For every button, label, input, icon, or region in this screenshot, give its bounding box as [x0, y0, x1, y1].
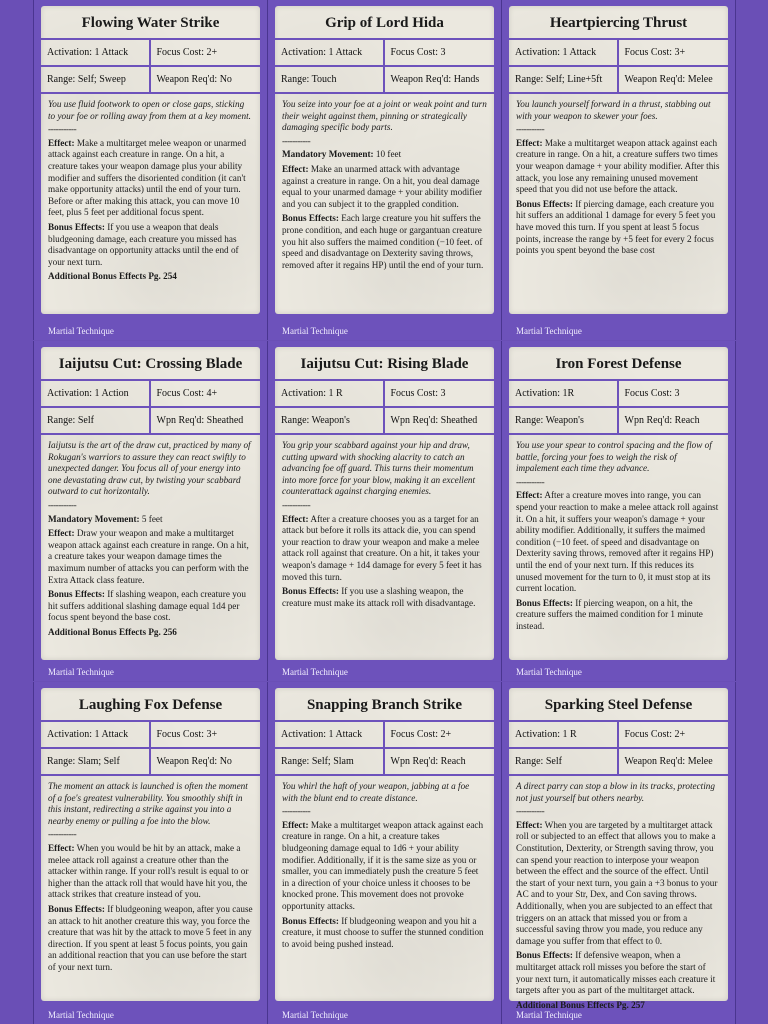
- card-footer: Martial Technique: [516, 326, 582, 336]
- range-cell: Range: Slam; Self: [41, 749, 151, 776]
- effect-value: When you would be hit by an attack, make a melee attack roll against a creature other than the attacker within range. If your roll's result is equal to or higher than the attack roll that would have hit you, the attack strikes that creature instead of you.: [48, 842, 249, 900]
- bonus-value: If piercing damage, each creature you hit suffers an additional 1 damage for every 5 feet you have moved this turn. If you spent at least 5 focus points, increase the range by +5 feet for every 2 focus points you spent beyond the base cost: [516, 198, 716, 256]
- card-paper: [275, 6, 494, 314]
- focus-cost-cell: Focus Cost: 3: [385, 381, 495, 408]
- technique-card: [267, 682, 502, 1024]
- focus-cost-cell: Focus Cost: 2+: [151, 40, 261, 67]
- technique-card: [33, 0, 268, 340]
- effect-value: When you are targeted by a multitarget attack roll or subjected to an effect that allows you to make a Constitution, Dexterity, or Strength saving throw, you can spend your reaction to interpose your weapon between the effect and the source of the effect. Until the start of your next turn, you gain a +3 bonus to your AC and to your Str, Dex, and Con saving throws. Additionally, when you are subjected to an effect that triggers on an attack that missed you or from a successful saving throw you made, you reduce any damage you suffer from that effect to 0.: [516, 819, 718, 946]
- card-footer: Martial Technique: [48, 667, 114, 677]
- effect-value: Make a multitarget weapon attack against each creature in range. On a hit, a creature takes bludgeoning damage equal to 1d6 + your ability modifier. Additionally, if it is the same size as you or smaller, you can immediately push the creature 5 feet in a direction of your choice unless it chooses to be knocked prone. This movement does not provoke opportunity attacks.: [282, 819, 484, 911]
- bonus-label: Bonus Effects:: [282, 213, 339, 224]
- range-cell: Range: Touch: [275, 67, 385, 94]
- bonus-value: Each large creature you hit suffers the prone condition, and each huge or gargantuan creature you hit also suffers the maimed condition (−10 feet. of speed and disadvantage on Dexterity saving throws, removed after it regains HP) until the end of your turn.: [282, 213, 484, 270]
- flavor-text: A direct parry can stop a blow in its tracks, protecting not just yourself but others nearby.: [516, 781, 715, 803]
- range-cell: Range: Self; Sweep: [41, 67, 151, 94]
- card-stats: [275, 720, 494, 776]
- bonus-effects-text: [282, 213, 487, 271]
- bonus-effects-text: [282, 916, 487, 951]
- flavor-text: Iaijutsu is the art of the draw cut, practiced by many of Rokugan's warriors to assure they can react swiftly to unexpected danger. You focus all of your energy into one devastating draw cut, by twisting your scabbard outward to cut horizontally.: [48, 440, 251, 497]
- activation-cell: Activation: 1 Attack: [41, 40, 151, 67]
- flavor-text: You use fluid footwork to open or close gaps, sticking to your foe or rolling away from them at a key moment.: [48, 99, 251, 121]
- card-body: [41, 776, 260, 981]
- card-paper: [275, 347, 494, 660]
- range-cell: Range: Self; Line+5ft: [509, 67, 619, 94]
- bonus-effects-text: [516, 598, 721, 633]
- technique-card: [33, 341, 268, 681]
- bonus-effects-text: [282, 586, 487, 609]
- flavor-text: You grip your scabbard against your hip and draw, cutting upward with shocking alacrity to catch an advancing foe off guard. This turns their momentum into more force for your blow, making it an excellent counterattack against charging enemies.: [282, 440, 476, 497]
- focus-cost-cell: Focus Cost: 2+: [619, 722, 729, 749]
- separator: -----------: [48, 499, 77, 510]
- card-stats: [41, 720, 260, 776]
- bonus-label: Bonus Effects:: [48, 589, 105, 600]
- bonus-label: Bonus Effects:: [282, 586, 339, 597]
- card-paper: [41, 347, 260, 660]
- bonus-effects-text: [516, 950, 721, 996]
- card-paper: [509, 6, 728, 314]
- card-paper: [509, 347, 728, 660]
- technique-card: [501, 682, 736, 1024]
- effect-label: Effect:: [516, 490, 543, 501]
- card-stats: [509, 720, 728, 776]
- separator: -----------: [48, 124, 77, 135]
- activation-cell: Activation: 1 R: [509, 722, 619, 749]
- weapon-req-cell: Wpn Req'd: Sheathed: [385, 408, 495, 435]
- effect-value: Make an unarmed attack with advantage against a creature in range. On a hit, you deal damage equal to your unarmed damage + your ability modifier and you can subject it to the grappled condition.: [282, 163, 483, 209]
- card-title: Sparking Steel Defense: [544, 697, 693, 713]
- mandatory-label: Mandatory Movement:: [48, 513, 140, 524]
- card-body: [509, 776, 728, 1018]
- card-body: [41, 435, 260, 646]
- focus-cost-cell: Focus Cost: 3+: [619, 40, 729, 67]
- separator: -----------: [516, 124, 545, 135]
- effect-label: Effect:: [282, 513, 309, 524]
- separator: -----------: [516, 806, 545, 817]
- effect-text: [48, 528, 253, 586]
- effect-value: Make a multitarget melee weapon or unarmed attack against each creature in range. On a hit, a creature takes your weapon damage plus your ability modifier and suffers the disoriented condition (it can't make opportunity attacks) until the end of your turn. Before or after making this attack, you can move 10 feet, plus 5 feet per additional focus spent.: [48, 137, 247, 218]
- effect-text: [516, 490, 721, 594]
- technique-card: [33, 682, 268, 1024]
- card-paper: [275, 688, 494, 1001]
- bonus-reference: Additional Bonus Effects Pg. 254: [48, 271, 177, 282]
- bonus-value: If piercing weapon, on a hit, the creature suffers the maimed condition for 1 minute instead.: [516, 597, 703, 631]
- bonus-value: If you use a slashing weapon, the creature must make its attack roll with disadvantage.: [282, 586, 476, 608]
- range-cell: Range: Self; Slam: [275, 749, 385, 776]
- bonus-label: Bonus Effects:: [48, 221, 105, 232]
- card-body: [275, 776, 494, 957]
- activation-cell: Activation: 1 Attack: [41, 722, 151, 749]
- weapon-req-cell: Wpn Req'd: Reach: [619, 408, 729, 435]
- separator: -----------: [282, 499, 311, 510]
- card-title: Laughing Fox Defense: [78, 697, 223, 713]
- card-title: Iron Forest Defense: [555, 356, 682, 372]
- effect-text: [282, 164, 487, 210]
- effect-value: Make a multitarget weapon attack against each creature in range. On a hit, a creature suffers two times your weapon damage + your ability modifier. After this attack, you lose any remaining unused movement speed that you did not use before the attack.: [516, 137, 720, 195]
- weapon-req-cell: Wpn Req'd: Reach: [385, 749, 495, 776]
- effect-label: Effect:: [48, 137, 75, 148]
- separator: -----------: [282, 135, 311, 146]
- bonus-label: Bonus Effects:: [48, 903, 105, 914]
- effect-label: Effect:: [48, 528, 75, 539]
- technique-card: [501, 0, 736, 340]
- mandatory-movement: [48, 514, 253, 526]
- flavor-text: You launch yourself forward in a thrust, stabbing out with your weapon to skewer your foes.: [516, 99, 711, 121]
- card-body: [509, 435, 728, 640]
- effect-text: [282, 514, 487, 584]
- effect-value: After a creature moves into range, you can spend your reaction to make a melee attack roll against it. On a hit, it suffers your weapon's damage + your ability modifier. Additionally, it suffers the maimed condition (−10 feet. of speed and disadvantage on Dexterity saving throws, removed after it regains HP) until the end of your next turn. If this reduces its unused movement for the turn to 0, it must stop at its current location.: [516, 490, 719, 594]
- effect-label: Effect:: [516, 819, 543, 830]
- weapon-req-cell: Weapon Req'd: Melee: [619, 67, 729, 94]
- weapon-req-cell: Weapon Req'd: Hands: [385, 67, 495, 94]
- effect-text: [48, 138, 253, 219]
- activation-cell: Activation: 1R: [509, 381, 619, 408]
- card-body: [275, 435, 494, 616]
- flavor-text: You whirl the haft of your weapon, jabbing at a foe with the blunt end to create distance.: [282, 781, 470, 803]
- card-stats: [509, 38, 728, 94]
- card-body: [41, 94, 260, 290]
- mandatory-movement: [282, 149, 487, 161]
- range-cell: Range: Weapon's: [509, 408, 619, 435]
- bonus-effects-text: [516, 199, 721, 257]
- mandatory-value: 10 feet: [375, 149, 402, 160]
- effect-text: [48, 843, 253, 901]
- weapon-req-cell: Weapon Req'd: No: [151, 67, 261, 94]
- bonus-label: Bonus Effects:: [516, 198, 573, 209]
- card-footer: Martial Technique: [516, 667, 582, 677]
- card-footer: Martial Technique: [282, 1010, 348, 1020]
- range-cell: Range: Self: [509, 749, 619, 776]
- card-title: Snapping Branch Strike: [306, 697, 463, 713]
- bonus-effects-text: [48, 589, 253, 624]
- card-footer: Martial Technique: [282, 667, 348, 677]
- card-stats: [275, 379, 494, 435]
- bonus-reference: Additional Bonus Effects Pg. 257: [516, 999, 645, 1010]
- bonus-label: Bonus Effects:: [282, 915, 339, 926]
- activation-cell: Activation: 1 R: [275, 381, 385, 408]
- card-paper: [509, 688, 728, 1010]
- focus-cost-cell: Focus Cost: 3: [619, 381, 729, 408]
- card-title: Heartpiercing Thrust: [549, 15, 688, 31]
- bonus-value: If bludgeoning weapon, after you cause an attack to hit another creature this way, you force the creature that was hit by the attack to move 5 feet in any direction. If you spent at least 5 focus points, you gain an additional reaction that you can use before the start of your next turn.: [48, 903, 253, 972]
- bonus-value: If slashing weapon, each creature you hit suffers additional slashing damage equal 1d4 per focus spent beyond the base cost.: [48, 589, 246, 623]
- focus-cost-cell: Focus Cost: 4+: [151, 381, 261, 408]
- separator: -----------: [48, 829, 77, 840]
- mandatory-value: 5 feet: [141, 513, 163, 524]
- bonus-value: If you use a weapon that deals bludgeoning damage, each creature you missed has disadvantage on opportunity attacks until the end of your next turn.: [48, 221, 239, 267]
- card-stats: [275, 38, 494, 94]
- card-stats: [509, 379, 728, 435]
- card-stats: [41, 379, 260, 435]
- focus-cost-cell: Focus Cost: 3+: [151, 722, 261, 749]
- card-body: [275, 94, 494, 278]
- effect-value: Draw your weapon and make a multitarget weapon attack against each creature in range. On a hit, a creature takes your weapon damage times the maximum number of attacks you can perform with the Extra Attack class feature.: [48, 528, 249, 585]
- activation-cell: Activation: 1 Action: [41, 381, 151, 408]
- range-cell: Range: Self: [41, 408, 151, 435]
- flavor-text: You seize into your foe at a joint or weak point and turn their weight against them, pinning or strategically damaging specific body parts.: [282, 99, 487, 133]
- separator: -----------: [516, 476, 545, 487]
- activation-cell: Activation: 1 Attack: [275, 722, 385, 749]
- flavor-text: You use your spear to control spacing and the flow of battle, forcing your foes to weigh the risk of impalement each time they advance.: [516, 440, 712, 474]
- technique-card: [267, 0, 502, 340]
- card-title: Iaijutsu Cut: Rising Blade: [300, 356, 469, 372]
- technique-card: [501, 341, 736, 681]
- flavor-text: The moment an attack is launched is often the moment of a foe's greatest vulnerability. You smoothly shift in this instant, redirecting a strike against you into a nearby enemy or pulling a foe into the blow.: [48, 781, 248, 826]
- card-footer: Martial Technique: [48, 326, 114, 336]
- focus-cost-cell: Focus Cost: 2+: [385, 722, 495, 749]
- card-footer: Martial Technique: [516, 1010, 582, 1020]
- weapon-req-cell: Wpn Req'd: Sheathed: [151, 408, 261, 435]
- bonus-effects-text: [48, 222, 253, 268]
- effect-label: Effect:: [282, 819, 309, 830]
- bonus-value: If bludgeoning weapon and you hit a creature, it must choose to suffer the stunned condition to avoid being pushed instead.: [282, 915, 484, 949]
- weapon-req-cell: Weapon Req'd: No: [151, 749, 261, 776]
- card-title: Iaijutsu Cut: Crossing Blade: [58, 356, 243, 372]
- card-paper: [41, 688, 260, 1001]
- card-body: [509, 94, 728, 264]
- effect-value: After a creature chooses you as a target for an attack but before it rolls its attack die, you can spend your reaction to draw your weapon and make a melee attack roll against that creature. On a hit, it takes your weapon's damage + 1d4 damage for every 5 feet it has moved this turn.: [282, 513, 482, 582]
- bonus-label: Bonus Effects:: [516, 950, 573, 961]
- technique-card: [267, 341, 502, 681]
- effect-label: Effect:: [282, 163, 309, 174]
- effect-label: Effect:: [48, 842, 75, 853]
- range-cell: Range: Weapon's: [275, 408, 385, 435]
- bonus-value: If defensive weapon, when a multitarget attack roll misses you before the start of your next turn, it automatically misses each creature it targets after you as part of the multitarget attack.: [516, 950, 716, 996]
- card-title: Flowing Water Strike: [81, 15, 220, 31]
- card-footer: Martial Technique: [48, 1010, 114, 1020]
- card-footer: Martial Technique: [282, 326, 348, 336]
- focus-cost-cell: Focus Cost: 3: [385, 40, 495, 67]
- bonus-reference: Additional Bonus Effects Pg. 256: [48, 626, 177, 637]
- effect-label: Effect:: [516, 137, 543, 148]
- separator: -----------: [282, 806, 311, 817]
- card-stats: [41, 38, 260, 94]
- card-paper: [41, 6, 260, 314]
- activation-cell: Activation: 1 Attack: [509, 40, 619, 67]
- mandatory-label: Mandatory Movement:: [282, 149, 374, 160]
- bonus-effects-text: [48, 904, 253, 974]
- activation-cell: Activation: 1 Attack: [275, 40, 385, 67]
- effect-text: [282, 820, 487, 913]
- effect-text: [516, 820, 721, 948]
- card-title: Grip of Lord Hida: [325, 15, 444, 31]
- effect-text: [516, 138, 721, 196]
- bonus-label: Bonus Effects:: [516, 597, 573, 608]
- weapon-req-cell: Weapon Req'd: Melee: [619, 749, 729, 776]
